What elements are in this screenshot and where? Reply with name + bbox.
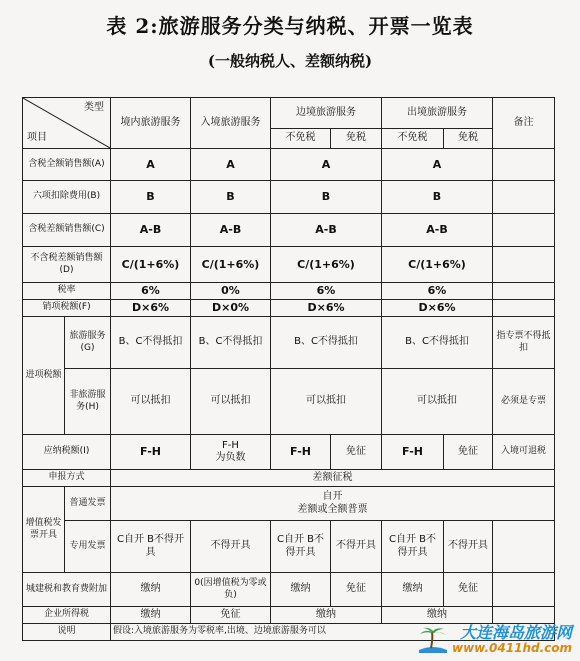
cell-border: 可以抵扣: [271, 369, 382, 435]
header-outbound-not-exempt: 不免税: [382, 128, 444, 148]
cell-outbound: 可以抵扣: [382, 369, 493, 435]
cell-outbound: 缴纳: [382, 607, 493, 624]
row-label: 城建税和教育费附加: [23, 573, 111, 607]
cell-notes: [493, 300, 555, 317]
table-row: [23, 247, 555, 283]
cell-inbound: 免征: [191, 607, 271, 624]
cell-inbound: A-B: [191, 214, 271, 247]
cell-domestic: C/(1+6%): [111, 247, 191, 283]
cell-inbound: 0%: [191, 283, 271, 300]
cell-inbound: B、C不得抵扣: [191, 317, 271, 369]
cell-outbound: F-H: [382, 435, 444, 470]
table-row: [23, 300, 555, 317]
row-label: 申报方式: [23, 470, 111, 487]
cell-notes: 指专票不得抵扣: [493, 317, 555, 369]
row-label: 非旅游服务(H): [65, 369, 111, 435]
cell-domestic: 可以抵扣: [111, 369, 191, 435]
cell-outbound: B、C不得抵扣: [382, 317, 493, 369]
header-outbound: 出境旅游服务: [382, 98, 493, 129]
row-group-label: 进项税额: [23, 317, 65, 435]
cell-border: 缴纳: [271, 573, 331, 607]
tax-table: [22, 97, 555, 641]
cell-border: A: [271, 149, 382, 181]
cell-outbound-exempt: 不得开具: [444, 521, 493, 573]
row-label: 普通发票: [65, 487, 111, 521]
table-row: [23, 149, 555, 181]
header-border-exempt: 免税: [331, 128, 382, 148]
cell-line1: 自开: [322, 491, 343, 502]
table-row: [23, 607, 555, 624]
cell-outbound: A-B: [382, 214, 493, 247]
row-label: 含税差额销售额(C): [23, 214, 111, 247]
header-type-label: 类型: [84, 102, 104, 113]
page-subtitle: (一般纳税人、差额纳税): [207, 52, 373, 70]
row-label: 税率: [23, 283, 111, 300]
cell-border: C自开 B不得开具: [271, 521, 331, 573]
cell-border: B、C不得抵扣: [271, 317, 382, 369]
row-label: 说明: [23, 624, 111, 641]
table-row: [23, 573, 555, 607]
cell-border: D×6%: [271, 300, 382, 317]
table-row: [23, 181, 555, 214]
cell-border: C/(1+6%): [271, 247, 382, 283]
cell-outbound: 6%: [382, 283, 493, 300]
cell-outbound: D×6%: [382, 300, 493, 317]
cell-domestic: 缴纳: [111, 573, 191, 607]
cell-notes: [493, 283, 555, 300]
cell-inbound: [191, 435, 271, 470]
cell-border-exempt: 免征: [331, 573, 382, 607]
cell-border: F-H: [271, 435, 331, 470]
cell-inbound: B: [191, 181, 271, 214]
cell-inbound: C/(1+6%): [191, 247, 271, 283]
cell-inbound-main: F-H: [222, 439, 239, 451]
table-row: [23, 487, 555, 521]
cell-border: 6%: [271, 283, 382, 300]
row-label: 应纳税额(I): [23, 435, 111, 470]
table-row: [23, 435, 555, 470]
island-palm-logo-icon: [417, 626, 449, 654]
header-domestic: 境内旅游服务: [111, 98, 191, 149]
cell-notes: [493, 214, 555, 247]
cell-border: A-B: [271, 214, 382, 247]
cell-notes: [493, 607, 555, 624]
watermark: [417, 624, 572, 655]
cell-border-exempt: 不得开具: [331, 521, 382, 573]
cell-notes: 必须是专票: [493, 369, 555, 435]
header-inbound: 入境旅游服务: [191, 98, 271, 149]
row-label: 不含税差额销售额(D): [23, 247, 111, 283]
cell-outbound: B: [382, 181, 493, 214]
row-label: 销项税额(F): [23, 300, 111, 317]
cell-value: [111, 487, 555, 521]
cell-outbound-exempt: 免征: [444, 573, 493, 607]
cell-domestic: B: [111, 181, 191, 214]
cell-inbound: 0(因增值税为零或负): [191, 573, 271, 607]
cell-outbound-exempt: 免征: [444, 435, 493, 470]
row-label: 六项扣除费用(B): [23, 181, 111, 214]
row-label: 旅游服务(G): [65, 317, 111, 369]
cell-inbound: D×0%: [191, 300, 271, 317]
header-border-not-exempt: 不免税: [271, 128, 331, 148]
cell-domestic: 6%: [111, 283, 191, 300]
cell-inbound: 不得开具: [191, 521, 271, 573]
cell-outbound: C/(1+6%): [382, 247, 493, 283]
watermark-name: 大连海岛旅游网: [459, 623, 572, 643]
cell-domestic: B、C不得抵扣: [111, 317, 191, 369]
table-row: [23, 369, 555, 435]
cell-domestic: 缴纳: [111, 607, 191, 624]
cell-inbound: 可以抵扣: [191, 369, 271, 435]
row-label: 企业所得税: [23, 607, 111, 624]
table-row: [23, 283, 555, 300]
cell-notes: [493, 521, 555, 573]
cell-value: 差额征税: [111, 470, 555, 487]
header-notes: 备注: [493, 98, 555, 149]
cell-domestic: F-H: [111, 435, 191, 470]
table-row: [23, 470, 555, 487]
cell-border-exempt: 免征: [331, 435, 382, 470]
cell-notes: [493, 149, 555, 181]
cell-domestic: A: [111, 149, 191, 181]
header-diagonal-cell: [23, 98, 111, 149]
cell-notes: [493, 181, 555, 214]
cell-notes: [493, 247, 555, 283]
cell-domestic: A-B: [111, 214, 191, 247]
cell-outbound: 缴纳: [382, 573, 444, 607]
cell-inbound-sub: 为负数: [215, 452, 246, 463]
row-label: 专用发票: [65, 521, 111, 573]
table-row: [23, 214, 555, 247]
watermark-url: www.0411hd.com: [452, 640, 572, 655]
row-label: 含税全额销售额(A): [23, 149, 111, 181]
header-row: [23, 98, 555, 129]
cell-domestic: D×6%: [111, 300, 191, 317]
cell-outbound: C自开 B不得开具: [382, 521, 444, 573]
cell-border: B: [271, 181, 382, 214]
cell-notes: 入境可退税: [493, 435, 555, 470]
cell-value: 假设:入境旅游服务为零税率,出境、边境旅游服务可以: [111, 624, 555, 641]
cell-outbound: A: [382, 149, 493, 181]
page-title: 表 2:旅游服务分类与纳税、开票一览表: [106, 14, 474, 38]
header-border: 边境旅游服务: [271, 98, 382, 129]
header-item-label: 项目: [27, 131, 47, 143]
cell-border: 缴纳: [271, 607, 382, 624]
cell-line2: 差额或全额普票: [297, 503, 368, 515]
cell-domestic: C自开 B不得开具: [111, 521, 191, 573]
table-row: [23, 521, 555, 573]
row-group-label: 增值税发票开具: [23, 487, 65, 573]
cell-notes: [493, 573, 555, 607]
table-row: [23, 317, 555, 369]
header-outbound-exempt: 免税: [444, 128, 493, 148]
cell-inbound: A: [191, 149, 271, 181]
